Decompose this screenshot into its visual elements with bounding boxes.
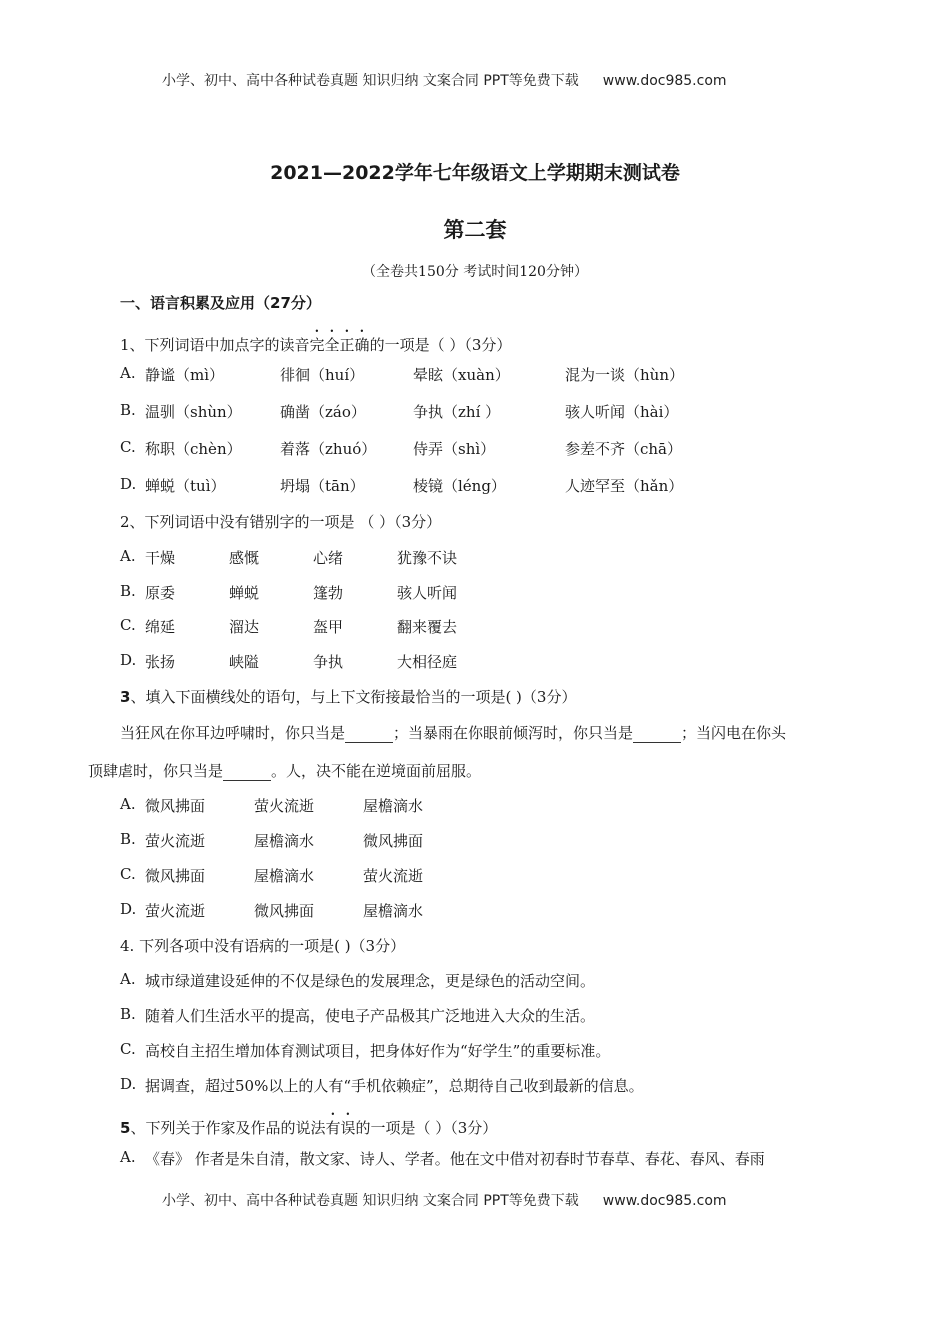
option-item: 微风拂面 — [254, 902, 315, 920]
option-item: 晕眩（xuàn） — [413, 366, 510, 384]
option-label: C. — [120, 616, 136, 634]
option-item: 骇人听闻（hài） — [565, 403, 679, 421]
question-3-passage-line-2: 顶肆虐时，你只当是 。人，决不能在逆境面前屈服。 — [88, 762, 482, 780]
option-text: 高校自主招生增加体育测试项目，把身体好作为“好学生”的重要标准。 — [145, 1042, 611, 1060]
option-item: 屋檐滴水 — [254, 867, 315, 885]
question-3-passage-line-1: 当狂风在你耳边呼啸时，你只当是 ；当暴雨在你眼前倾泻时，你只当是 ；当闪电在你头 — [120, 724, 787, 742]
option-item: 屋檐滴水 — [363, 797, 424, 815]
option-item: 盔甲 — [313, 618, 344, 636]
option-label: A. — [120, 364, 136, 382]
option-item: 争执（zhí ） — [413, 403, 501, 421]
footer-site: www.doc985.com — [602, 1193, 727, 1209]
question-5-stem: 5、下列关于作家及作品的说法有误的一项是（ ）（3分） — [120, 1119, 498, 1137]
option-item: 萤火流逝 — [363, 867, 424, 885]
option-item: 干燥 — [145, 549, 176, 567]
option-item: 微风拂面 — [363, 832, 424, 850]
page-footer — [162, 1190, 727, 1210]
option-item: 确凿（záo） — [280, 403, 366, 421]
page-header — [162, 70, 727, 90]
option-item: 屋檐滴水 — [254, 832, 315, 850]
option-item: 犹豫不诀 — [397, 549, 458, 567]
option-label: D. — [120, 475, 137, 493]
option-item: 微风拂面 — [145, 867, 206, 885]
option-label: C. — [120, 1040, 136, 1058]
option-label: D. — [120, 1075, 137, 1093]
option-text: 城市绿道建设延伸的不仅是绿色的发展理念，更是绿色的活动空间。 — [145, 972, 596, 990]
question-1-stem: 1、下列词语中加点字的读音完全正确的一项是（ ）（3分） — [120, 336, 512, 354]
option-item: 萤火流逝 — [145, 832, 206, 850]
option-item: 人迹罕至（hǎn） — [565, 477, 684, 495]
blank-line — [345, 724, 393, 743]
option-item: 称职（chèn） — [145, 440, 242, 458]
option-item: 骇人听闻 — [397, 584, 458, 602]
header-text: 小学、初中、高中各种试卷真题 知识归纳 文案合同 PPT等免费下载 — [162, 73, 579, 89]
option-item: 原委 — [145, 584, 176, 602]
option-item: 绵延 — [145, 618, 176, 636]
option-label: A. — [120, 795, 136, 813]
option-item: 屋檐滴水 — [363, 902, 424, 920]
option-label: A. — [120, 1148, 136, 1166]
option-label: B. — [120, 582, 136, 600]
option-label: C. — [120, 865, 136, 883]
exam-note: （全卷共150分 考试时间120分钟） — [362, 264, 588, 280]
blank-line — [633, 724, 681, 743]
option-text: 据调查，超过50%以上的人有“手机依赖症”，总期待自己收到最新的信息。 — [145, 1077, 644, 1095]
emphasis-text: 有误 — [325, 1119, 356, 1137]
page-subtitle: 第二套 — [443, 218, 507, 242]
option-text: 《春》 作者是朱自清，散文家、诗人、学者。他在文中借对初春时节春草、春花、春风、春雨 — [145, 1150, 765, 1168]
option-item: 混为一谈（hùn） — [565, 366, 684, 384]
option-item: 溜达 — [229, 618, 260, 636]
option-item: 张扬 — [145, 653, 176, 671]
option-item: 萤火流逝 — [254, 797, 315, 815]
option-item: 萤火流逝 — [145, 902, 206, 920]
option-item: 争执 — [313, 653, 344, 671]
option-item: 篷勃 — [313, 584, 344, 602]
option-item: 静谧（mì） — [145, 366, 225, 384]
option-item: 蝉蜕 — [229, 584, 260, 602]
option-item: 徘徊（huí） — [280, 366, 365, 384]
option-item: 大相径庭 — [397, 653, 458, 671]
option-item: 心绪 — [313, 549, 344, 567]
question-4-stem: 4. 下列各项中没有语病的一项是( )（3分） — [120, 937, 406, 955]
option-label: C. — [120, 438, 136, 456]
option-item: 峡隘 — [229, 653, 260, 671]
option-label: B. — [120, 830, 136, 848]
option-item: 棱镜（léng） — [413, 477, 506, 495]
option-item: 蝉蜕（tuì） — [145, 477, 226, 495]
question-2-stem: 2、下列词语中没有错别字的一项是 （ ）（3分） — [120, 513, 442, 531]
option-label: A. — [120, 547, 136, 565]
emphasis-text: 完全正确 — [309, 336, 370, 354]
section-heading: 一、语言积累及应用（27分） — [120, 294, 321, 312]
option-label: D. — [120, 651, 137, 669]
option-text: 随着人们生活水平的提高，使电子产品极其广泛地进入大众的生活。 — [145, 1007, 596, 1025]
option-item: 参差不齐（chā） — [565, 440, 683, 458]
option-item: 翻来覆去 — [397, 618, 458, 636]
blank-line — [223, 762, 271, 781]
question-3-stem: 3、填入下面横线处的语句，与上下文衔接最恰当的一项是( )（3分） — [120, 688, 577, 706]
option-label: D. — [120, 900, 137, 918]
option-item: 侍弄（shì） — [413, 440, 496, 458]
option-item: 温驯（shùn） — [145, 403, 242, 421]
footer-text: 小学、初中、高中各种试卷真题 知识归纳 文案合同 PPT等免费下载 — [162, 1193, 579, 1209]
option-item: 坍塌（tān） — [280, 477, 365, 495]
option-label: A. — [120, 970, 136, 988]
option-label: B. — [120, 1005, 136, 1023]
option-item: 感慨 — [229, 549, 260, 567]
option-item: 着落（zhuó） — [280, 440, 377, 458]
page-title: 2021—2022学年七年级语文上学期期末测试卷 — [270, 162, 680, 184]
option-item: 微风拂面 — [145, 797, 206, 815]
option-label: B. — [120, 401, 136, 419]
header-site: www.doc985.com — [602, 73, 727, 89]
